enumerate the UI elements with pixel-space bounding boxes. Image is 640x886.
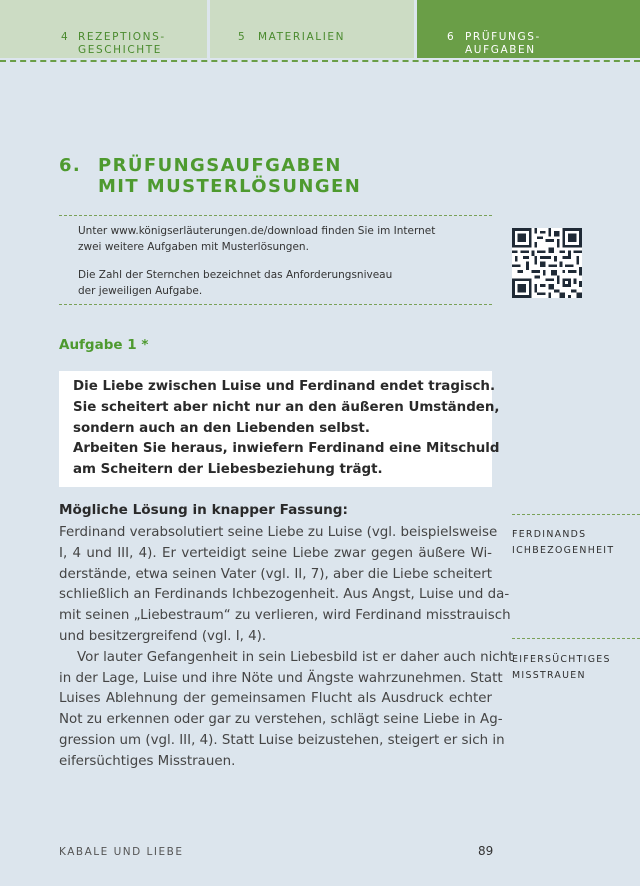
- solution-line: Luises Ablehnung der gemeinsamen Flucht als Ausdruck echter: [59, 691, 492, 707]
- margin-note: FERDINANDS ICHBEZOGENHEIT: [512, 529, 615, 556]
- solution-heading: Mögliche Lösung in knapper Fassung:: [59, 502, 348, 518]
- info-line: Die Zahl der Sternchen bezeichnet das Anforderungsniveau: [78, 269, 393, 281]
- page-number: 89: [478, 844, 494, 858]
- tab-number: 6: [447, 31, 456, 43]
- margin-divider: [512, 638, 640, 639]
- task-line: am Scheitern der Liebesbeziehung trägt.: [73, 462, 383, 478]
- tab-pruefungsaufgaben[interactable]: [417, 0, 640, 58]
- tab-materialien[interactable]: [210, 0, 414, 58]
- task-line: Die Liebe zwischen Luise und Ferdinand endet tragisch.: [73, 379, 496, 394]
- divider: [59, 304, 492, 305]
- tab-label: MATERIALIEN: [258, 31, 346, 43]
- tab-number: 4: [61, 31, 70, 43]
- chapter-tabs: [0, 0, 640, 62]
- solution-line: schließlich an Ferdinands Ichbezogenheit. Aus Angst, Luise und da-: [59, 587, 510, 603]
- solution-line: Ferdinand verabsolutiert seine Liebe zu Luise (vgl. beispielsweise: [59, 525, 498, 540]
- solution-line: eifersüchtiges Misstrauen.: [59, 753, 236, 769]
- divider: [59, 215, 492, 216]
- tab-rezeptionsgeschichte[interactable]: [0, 0, 207, 58]
- solution-line: in der Lage, Luise und ihre Nöte und Ängste wahrzunehmen. Statt: [59, 670, 503, 686]
- tab-label: PRÜFUNGS- AUFGABEN: [465, 31, 541, 56]
- info-line: der jeweiligen Aufgabe.: [78, 285, 203, 297]
- info-line: zwei weitere Aufgaben mit Musterlösungen.: [78, 241, 309, 253]
- footer-book-title: KABALE UND LIEBE: [59, 846, 184, 858]
- task-line: Arbeiten Sie heraus, inwiefern Ferdinand eine Mitschuld: [73, 441, 500, 457]
- margin-note: EIFERSÜCHTIGES MISSTRAUEN: [512, 654, 611, 681]
- solution-line: und besitzergreifend (vgl. I, 4).: [59, 629, 267, 644]
- tab-divider: [0, 60, 640, 62]
- tab-number: 5: [238, 31, 247, 43]
- chapter-title-line2: MIT MUSTERLÖSUNGEN: [98, 176, 362, 197]
- solution-line: mit seinen „Liebestraum“ zu verlieren, wird Ferdinand misstrauisch: [59, 608, 511, 624]
- solution-line: gression um (vgl. III, 4). Statt Luise beizustehen, steigert er sich in: [59, 733, 505, 748]
- task-box: [59, 371, 500, 487]
- qr-code-icon[interactable]: [512, 228, 582, 298]
- margin-divider: [512, 514, 640, 515]
- solution-line: I, 4 und III, 4). Er verteidigt seine Liebe zwar gegen äußere Wi-: [59, 545, 492, 561]
- solution-line: Not zu erkennen oder gar zu verstehen, schlägt seine Liebe in Ag-: [59, 712, 503, 728]
- tab-label: REZEPTIONS- GESCHICHTE: [78, 31, 166, 56]
- solution-line: Vor lauter Gefangenheit in sein Liebesbild ist er daher auch nicht: [77, 649, 514, 665]
- task-line: Sie scheitert aber nicht nur an den äußeren Umständen,: [73, 399, 500, 415]
- info-line: Unter www.königserläuterungen.de/download finden Sie im Internet: [78, 225, 436, 237]
- task-heading: Aufgabe 1 *: [59, 337, 149, 353]
- chapter-number: 6.: [59, 155, 82, 176]
- chapter-title-line1: PRÜFUNGSAUFGABEN: [98, 155, 342, 176]
- task-line: sondern auch an den Liebenden selbst.: [73, 420, 370, 436]
- solution-line: derstände, etwa seinen Vater (vgl. II, 7), aber die Liebe scheitert: [59, 566, 492, 582]
